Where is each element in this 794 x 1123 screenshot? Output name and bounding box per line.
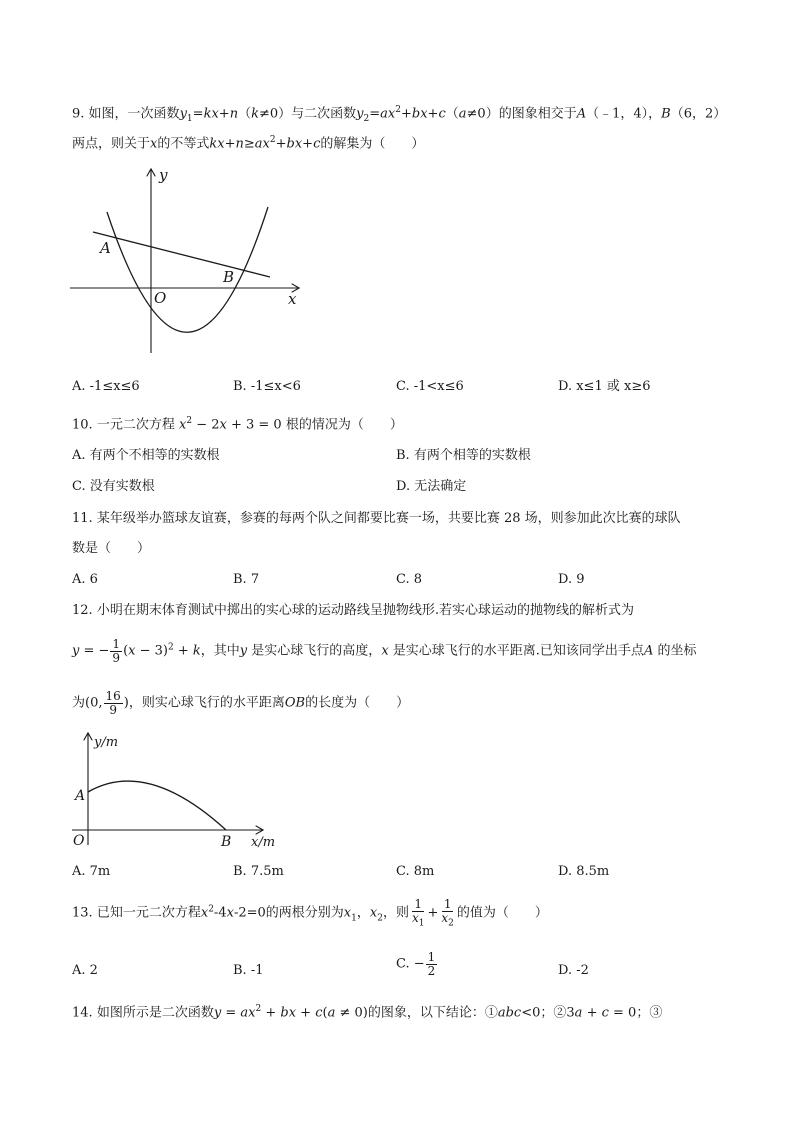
q9-option-b[interactable]: B. -1≤x<6 bbox=[233, 379, 301, 394]
q12-point-b-label: B bbox=[221, 834, 232, 850]
q9-point-b-label: B bbox=[223, 268, 235, 286]
q11-number: 11. bbox=[72, 511, 93, 526]
q9-line1: 9. 如图，一次函数$y_1=kx+n(k\ne 0)$与二次函数$y_2=ax^2+bx+c(a\ne 0)$的图象相交于A（﹣1，4），B（6，2） bbox=[72, 105, 727, 124]
q9-number: 9. bbox=[72, 106, 85, 122]
q12-option-b[interactable]: B. 7.5m bbox=[233, 864, 284, 879]
q11-option-a[interactable]: A. 6 bbox=[72, 572, 98, 587]
q12-option-a[interactable]: A. 7m bbox=[72, 864, 111, 879]
q11-option-c[interactable]: C. 8 bbox=[396, 572, 423, 587]
q13-number: 13. bbox=[72, 905, 93, 921]
q10-stem: 10. 一元二次方程 $x^2 - 2x + 3 = 0$ 根的情况为（ ） bbox=[72, 416, 403, 433]
q9-y-label: y bbox=[159, 166, 168, 184]
q12-y-label: y/m bbox=[94, 735, 119, 750]
q14-stem: 14. 如图所示是二次函数$y = ax^2$ + bx + c(a ≠ 0)的图象，以下结论：①abc<0；②3a + c = 0；③ bbox=[72, 1004, 663, 1021]
q11-option-b[interactable]: B. 7 bbox=[233, 572, 260, 587]
q12-x-label: x/m bbox=[251, 835, 276, 850]
q12-line1: 12. 小明在期末体育测试中掷出的实心球的运动路线呈抛物线形.若实心球运动的抛物线的解析式为 bbox=[72, 603, 634, 618]
q10-number: 10. bbox=[72, 417, 93, 433]
q9-option-d[interactable]: D. x≤1 或 x≥6 bbox=[558, 379, 651, 394]
q11-line1: 11. 某年级举办篮球友谊赛，参赛的每两个队之间都要比赛一场，共要比赛 28 场，则参加此次比赛的球队 bbox=[72, 511, 681, 526]
q13-option-d[interactable]: D. -2 bbox=[558, 963, 589, 978]
q12-line2: y = − $\frac{1}{9}$ $(x - 3)^2 + k$，其中y 是实心球飞行的高度，x 是实心球飞行的水平距离.已知该同学出手点A 的坐标 bbox=[72, 637, 697, 665]
q9-point-a-label: A bbox=[100, 239, 111, 257]
q9-option-a[interactable]: A. -1≤x≤6 bbox=[72, 379, 140, 394]
q10-option-c[interactable]: C. 没有实数根 bbox=[72, 479, 155, 494]
q12-origin-label: O bbox=[73, 833, 85, 849]
q9-origin-label: O bbox=[154, 289, 167, 307]
q12-option-d[interactable]: D. 8.5m bbox=[558, 864, 610, 879]
q14-number: 14. bbox=[72, 1005, 93, 1021]
q12-point-a-label: A bbox=[75, 788, 86, 804]
q12-line3: 为(0, $\frac{16}{9}$ )，则实心球飞行的水平距离OB的长度为（ ） bbox=[72, 689, 410, 717]
q12-number: 12. bbox=[72, 603, 93, 618]
q11-line2: 数是（ ） bbox=[72, 541, 151, 556]
q13-option-a[interactable]: A. 2 bbox=[72, 963, 98, 978]
q12-option-c[interactable]: C. 8m bbox=[396, 864, 435, 879]
q9-option-c[interactable]: C. -1<x≤6 bbox=[396, 379, 464, 394]
q11-option-d[interactable]: D. 9 bbox=[558, 572, 585, 587]
q13-stem: 13. 已知一元二次方程$x^2-4x-2=0$的两根分别为$x_1$，$x_2$，则 $\frac{1}{x_1}$ + $\frac{1}{x_2}$ 的值为（ ） bbox=[72, 897, 548, 928]
q9-line2: 两点，则关于x的不等式$kx+n\ge ax^2+bx+c$的解集为（ ） bbox=[72, 135, 425, 152]
q10-option-b[interactable]: B. 有两个相等的实数根 bbox=[396, 448, 531, 463]
q10-option-a[interactable]: A. 有两个不相等的实数根 bbox=[72, 448, 220, 463]
q12-trajectory bbox=[88, 781, 226, 830]
q13-option-b[interactable]: B. -1 bbox=[233, 963, 264, 978]
q9-x-label: x bbox=[288, 290, 297, 308]
q10-option-d[interactable]: D. 无法确定 bbox=[396, 479, 467, 494]
q13-option-c[interactable]: C. − $\frac{1}{2}$ bbox=[396, 950, 436, 978]
